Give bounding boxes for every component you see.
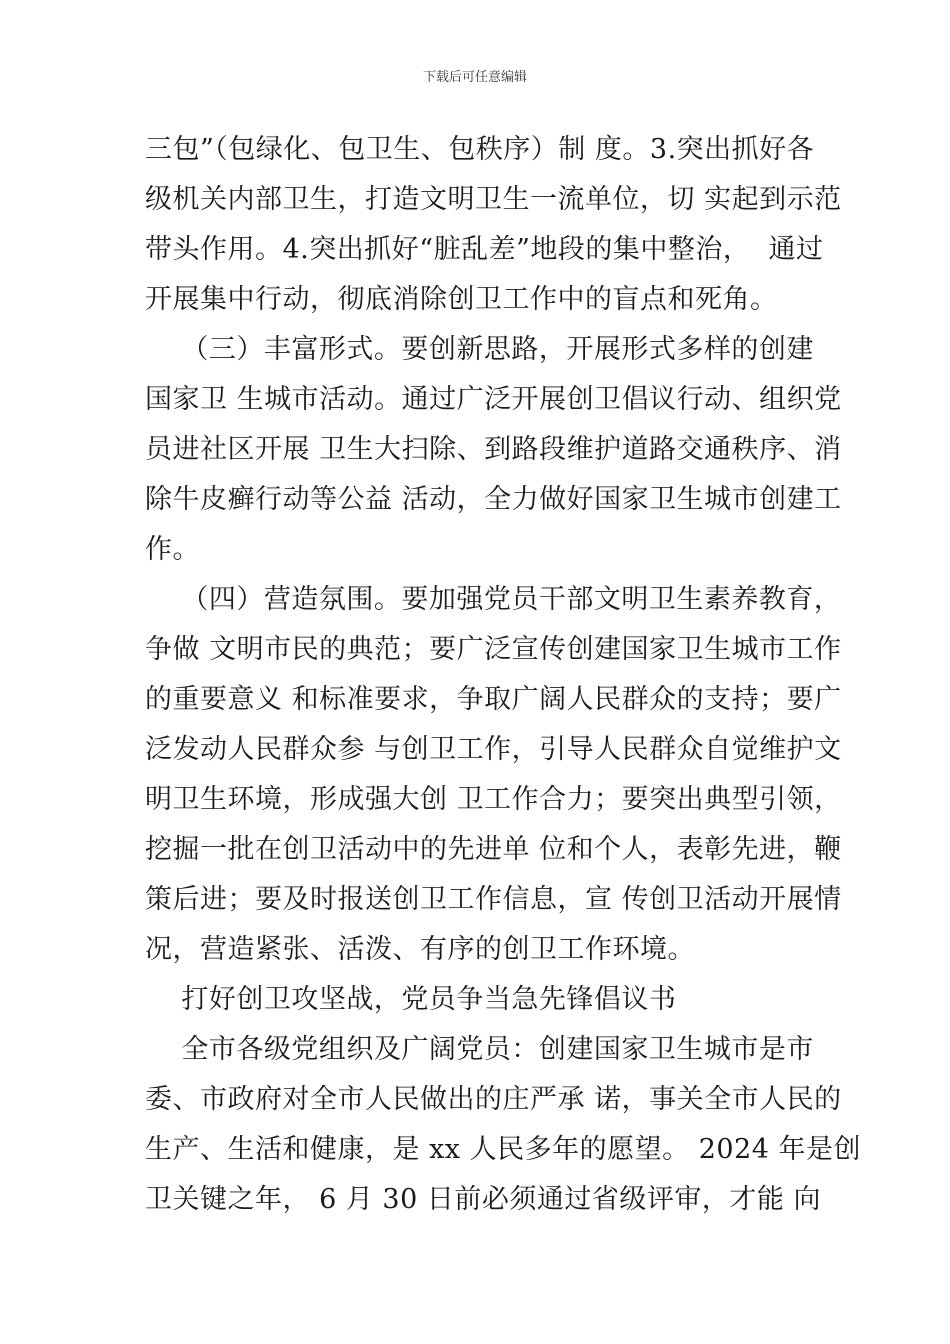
text-line: 泛发动人民群众参 与创卫工作，引导人民群众自觉维护文	[145, 734, 842, 765]
text-line: （四）营造氛围。要加强党员干部文明卫生素养教育，	[145, 584, 842, 615]
page-header-note: 下载后可任意编辑	[422, 70, 527, 85]
text-line: 级机关内部卫生，打造文明卫生一流单位，切 实起到示范	[145, 184, 842, 215]
text-line: 作。	[145, 534, 200, 565]
text-line: 打好创卫攻坚战，党员争当急先锋倡议书	[145, 984, 677, 1015]
text-line: 策后进；要及时报送创卫工作信息，宣 传创卫活动开展情	[145, 884, 842, 915]
text-line: （三）丰富形式。要创新思路，开展形式多样的创建	[145, 334, 814, 365]
text-line: 卫关键之年， 6 月 30 日前必须通过省级评审，才能 向	[145, 1184, 821, 1215]
text-line: 国家卫 生城市活动。通过广泛开展创卫倡议行动、组织党	[145, 384, 842, 415]
text-line: 开展集中行动，彻底消除创卫工作中的盲点和死角。	[145, 284, 778, 315]
text-line: 的重要意义 和标准要求，争取广阔人民群众的支持；要广	[145, 684, 842, 715]
text-line: 明卫生环境，形成强大创 卫工作合力；要突出典型引领，	[145, 784, 842, 815]
text-line: 除牛皮癣行动等公益 活动，全力做好国家卫生城市创建工	[145, 484, 842, 515]
text-line: 三包”（包绿化、包卫生、包秩序）制 度。3.突出抓好各	[145, 134, 815, 165]
text-line: 生产、生活和健康，是 xx 人民多年的愿望。 2024 年是创	[145, 1134, 861, 1165]
text-line: 挖掘一批在创卫活动中的先进单 位和个人，表彰先进，鞭	[145, 834, 842, 865]
text-line: 员进社区开展 卫生大扫除、到路段维护道路交通秩序、消	[145, 434, 842, 465]
text-line: 带头作用。4.突出抓好“脏乱差”地段的集中整治， 通过	[145, 234, 824, 265]
text-line: 况，营造紧张、活泼、有序的创卫工作环境。	[145, 934, 695, 965]
text-line: 委、市政府对全市人民做出的庄严承 诺，事关全市人民的	[145, 1084, 842, 1115]
text-line: 争做 文明市民的典范；要广泛宣传创建国家卫生城市工作	[145, 634, 842, 665]
text-line: 全市各级党组织及广阔党员：创建国家卫生城市是市	[145, 1034, 814, 1065]
